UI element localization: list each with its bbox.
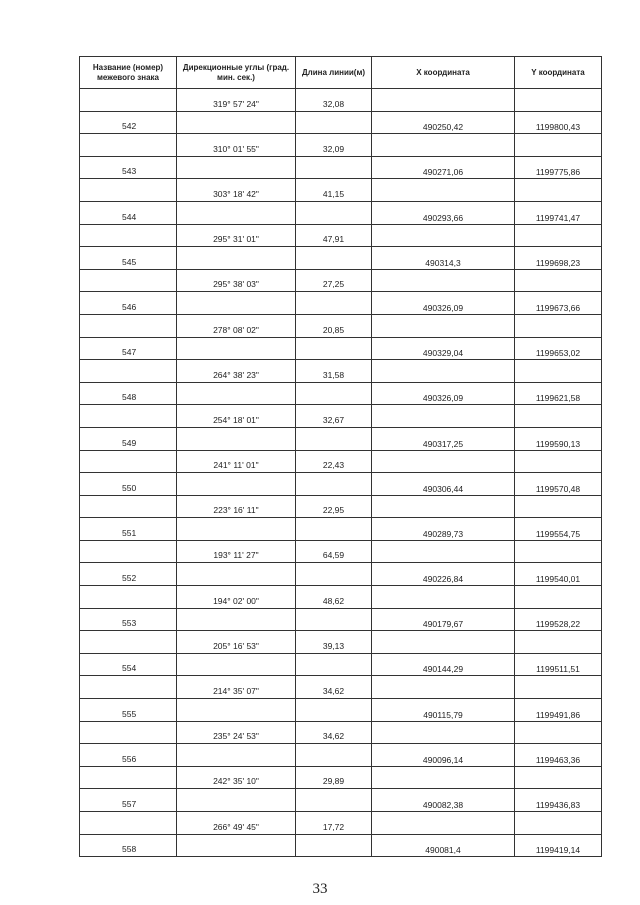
marker-name-cell: [80, 360, 177, 383]
marker-name-value: 549: [122, 437, 137, 448]
directional-angle-cell: [177, 360, 296, 383]
y-coordinate-value: 1199621,58: [535, 393, 581, 404]
y-coordinate-cell: [515, 608, 602, 631]
line-length-value: 39,13: [322, 640, 345, 651]
segment-row: [80, 676, 602, 699]
page-number: 33: [312, 881, 328, 897]
line-length-cell: [296, 156, 372, 179]
directional-angle-cell: [177, 156, 296, 179]
x-coordinate-cell: [372, 89, 515, 112]
y-coordinate-cell: [515, 134, 602, 157]
x-coordinate-cell: [372, 744, 515, 767]
segment-row: [80, 89, 602, 112]
line-length-cell: [296, 789, 372, 812]
marker-name-value: 545: [122, 256, 137, 267]
y-coordinate-value: 1199436,83: [535, 800, 581, 810]
table-body: [80, 89, 602, 857]
y-coordinate-value: 1199491,86: [535, 709, 581, 720]
y-coordinate-cell: [515, 744, 602, 767]
line-length-value: 41,15: [322, 188, 345, 199]
segment-row: [80, 495, 602, 518]
y-coordinate-cell: [515, 789, 602, 812]
marker-row: [80, 201, 602, 224]
x-coordinate-value: 490082,38: [422, 800, 464, 810]
y-coordinate-cell: [515, 721, 602, 744]
segment-row: [80, 360, 602, 383]
marker-name-value: 543: [122, 166, 137, 177]
directional-angle-cell: [177, 382, 296, 405]
directional-angle-cell: [177, 292, 296, 315]
header-row: [80, 57, 602, 89]
marker-name-cell: [80, 721, 177, 744]
segment-row: [80, 269, 602, 292]
directional-angle-cell: [177, 134, 296, 157]
directional-angle-cell: [177, 201, 296, 224]
x-coordinate-cell: [372, 405, 515, 428]
directional-angle-value: 194° 02' 00": [213, 595, 259, 606]
x-coordinate-cell: [372, 450, 515, 473]
line-length-cell: [296, 540, 372, 563]
segment-row: [80, 134, 602, 157]
line-length-value: 22,43: [322, 460, 345, 471]
header-x-coordinate: X координата: [372, 57, 515, 89]
directional-angle-cell: [177, 812, 296, 835]
directional-angle-value: 266° 49' 45": [213, 821, 259, 832]
line-length-value: 32,09: [322, 143, 345, 154]
line-length-cell: [296, 382, 372, 405]
directional-angle-cell: [177, 608, 296, 631]
y-coordinate-value: 1199463,36: [535, 754, 581, 765]
segment-row: [80, 179, 602, 202]
segment-row: [80, 450, 602, 473]
line-length-value: 34,62: [322, 686, 345, 697]
marker-name-cell: [80, 744, 177, 767]
x-coordinate-cell: [372, 337, 515, 360]
y-coordinate-cell: [515, 89, 602, 112]
marker-name-cell: [80, 586, 177, 609]
y-coordinate-cell: [515, 563, 602, 586]
x-coordinate-value: 490289,73: [422, 528, 464, 539]
y-coordinate-cell: [515, 653, 602, 676]
line-length-cell: [296, 834, 372, 857]
x-coordinate-value: 490081,4: [425, 845, 461, 856]
x-coordinate-cell: [372, 427, 515, 450]
directional-angle-value: 303° 18' 42": [213, 188, 259, 199]
line-length-cell: [296, 699, 372, 722]
x-coordinate-value: 490096,14: [422, 754, 464, 765]
directional-angle-cell: [177, 676, 296, 699]
x-coordinate-value: 490317,25: [422, 438, 464, 449]
directional-angle-cell: [177, 834, 296, 857]
directional-angle-value: 242° 35' 10": [213, 776, 259, 787]
marker-name-value: 548: [122, 392, 137, 403]
line-length-cell: [296, 427, 372, 450]
x-coordinate-value: 490226,84: [422, 574, 464, 585]
directional-angle-cell: [177, 518, 296, 541]
directional-angle-cell: [177, 111, 296, 134]
segment-row: [80, 540, 602, 563]
x-coordinate-value: 490329,04: [422, 348, 464, 359]
line-length-cell: [296, 201, 372, 224]
directional-angle-cell: [177, 337, 296, 360]
x-coordinate-value: 490314,3: [425, 257, 461, 268]
marker-name-cell: [80, 405, 177, 428]
line-length-cell: [296, 224, 372, 247]
x-coordinate-value: 490271,06: [422, 167, 464, 178]
y-coordinate-value: 1199800,43: [535, 122, 581, 133]
marker-name-cell: [80, 495, 177, 518]
line-length-cell: [296, 450, 372, 473]
directional-angle-value: 193° 11' 27": [213, 550, 259, 561]
directional-angle-value: 295° 38' 03": [213, 279, 259, 290]
x-coordinate-cell: [372, 699, 515, 722]
marker-row: [80, 247, 602, 270]
marker-name-cell: [80, 89, 177, 112]
marker-name-value: 556: [122, 753, 137, 764]
directional-angle-value: 264° 38' 23": [213, 369, 259, 380]
y-coordinate-value: 1199419,14: [535, 845, 581, 856]
marker-name-cell: [80, 337, 177, 360]
directional-angle-value: 214° 35' 07": [213, 686, 259, 697]
y-coordinate-value: 1199653,02: [535, 348, 581, 359]
directional-angle-cell: [177, 314, 296, 337]
line-length-cell: [296, 179, 372, 202]
line-length-cell: [296, 473, 372, 496]
directional-angle-cell: [177, 631, 296, 654]
marker-name-cell: [80, 111, 177, 134]
marker-name-value: 550: [122, 482, 137, 493]
directional-angle-cell: [177, 473, 296, 496]
x-coordinate-cell: [372, 224, 515, 247]
marker-row: [80, 292, 602, 315]
x-coordinate-cell: [372, 247, 515, 270]
y-coordinate-cell: [515, 518, 602, 541]
x-coordinate-cell: [372, 292, 515, 315]
marker-row: [80, 111, 602, 134]
marker-name-cell: [80, 608, 177, 631]
y-coordinate-value: 1199673,66: [535, 302, 581, 313]
y-coordinate-cell: [515, 834, 602, 857]
marker-name-value: 551: [122, 527, 137, 538]
marker-row: [80, 473, 602, 496]
marker-row: [80, 427, 602, 450]
line-length-cell: [296, 134, 372, 157]
header-y-coordinate: Y координата: [515, 57, 602, 89]
y-coordinate-cell: [515, 427, 602, 450]
marker-name-cell: [80, 699, 177, 722]
marker-name-value: 555: [122, 708, 137, 719]
directional-angle-cell: [177, 405, 296, 428]
line-length-value: 48,62: [322, 595, 345, 606]
line-length-cell: [296, 744, 372, 767]
segment-row: [80, 224, 602, 247]
y-coordinate-cell: [515, 812, 602, 835]
x-coordinate-value: 490293,66: [422, 212, 464, 223]
y-coordinate-value: 1199540,01: [535, 574, 581, 585]
line-length-cell: [296, 111, 372, 134]
marker-row: [80, 382, 602, 405]
x-coordinate-cell: [372, 495, 515, 518]
marker-row: [80, 789, 602, 812]
directional-angle-cell: [177, 653, 296, 676]
marker-row: [80, 834, 602, 857]
marker-name-value: 544: [122, 211, 137, 222]
line-length-cell: [296, 247, 372, 270]
x-coordinate-cell: [372, 382, 515, 405]
directional-angle-value: 223° 16' 11": [213, 505, 259, 516]
marker-name-cell: [80, 247, 177, 270]
y-coordinate-cell: [515, 676, 602, 699]
x-coordinate-cell: [372, 653, 515, 676]
line-length-cell: [296, 676, 372, 699]
directional-angle-cell: [177, 247, 296, 270]
marker-row: [80, 653, 602, 676]
directional-angle-cell: [177, 744, 296, 767]
marker-name-cell: [80, 427, 177, 450]
x-coordinate-cell: [372, 834, 515, 857]
directional-angle-cell: [177, 540, 296, 563]
directional-angle-cell: [177, 766, 296, 789]
x-coordinate-value: 490326,09: [422, 302, 464, 313]
y-coordinate-cell: [515, 473, 602, 496]
marker-row: [80, 337, 602, 360]
line-length-value: 20,85: [322, 324, 345, 335]
line-length-cell: [296, 518, 372, 541]
y-coordinate-value: 1199775,86: [535, 167, 581, 178]
marker-name-value: 552: [122, 573, 137, 584]
y-coordinate-value: 1199570,48: [535, 483, 581, 494]
marker-name-cell: [80, 518, 177, 541]
x-coordinate-cell: [372, 721, 515, 744]
y-coordinate-cell: [515, 224, 602, 247]
marker-name-cell: [80, 201, 177, 224]
y-coordinate-cell: [515, 405, 602, 428]
directional-angle-cell: [177, 427, 296, 450]
x-coordinate-cell: [372, 360, 515, 383]
line-length-cell: [296, 337, 372, 360]
line-length-value: 32,67: [322, 414, 345, 425]
x-coordinate-cell: [372, 314, 515, 337]
x-coordinate-cell: [372, 269, 515, 292]
x-coordinate-cell: [372, 676, 515, 699]
x-coordinate-cell: [372, 111, 515, 134]
marker-name-cell: [80, 269, 177, 292]
marker-row: [80, 563, 602, 586]
y-coordinate-cell: [515, 201, 602, 224]
marker-name-value: 557: [122, 799, 137, 809]
marker-name-cell: [80, 382, 177, 405]
line-length-cell: [296, 721, 372, 744]
y-coordinate-cell: [515, 586, 602, 609]
y-coordinate-cell: [515, 156, 602, 179]
line-length-value: 32,08: [322, 98, 345, 109]
x-coordinate-value: 490326,09: [422, 393, 464, 404]
marker-name-cell: [80, 450, 177, 473]
directional-angle-cell: [177, 563, 296, 586]
x-coordinate-cell: [372, 473, 515, 496]
x-coordinate-value: 490179,67: [422, 619, 464, 630]
directional-angle-value: 241° 11' 01": [213, 460, 259, 471]
marker-name-cell: [80, 812, 177, 835]
directional-angle-cell: [177, 89, 296, 112]
line-length-value: 22,95: [322, 505, 345, 516]
line-length-value: 34,62: [322, 731, 345, 742]
marker-name-cell: [80, 134, 177, 157]
segment-row: [80, 586, 602, 609]
line-length-cell: [296, 314, 372, 337]
marker-row: [80, 699, 602, 722]
marker-name-cell: [80, 224, 177, 247]
marker-name-cell: [80, 766, 177, 789]
x-coordinate-cell: [372, 586, 515, 609]
x-coordinate-value: 490306,44: [422, 483, 464, 494]
marker-name-value: 553: [122, 618, 137, 629]
segment-row: [80, 812, 602, 835]
segment-row: [80, 721, 602, 744]
line-length-cell: [296, 608, 372, 631]
x-coordinate-value: 490115,79: [423, 709, 463, 720]
marker-name-cell: [80, 789, 177, 812]
y-coordinate-cell: [515, 766, 602, 789]
y-coordinate-cell: [515, 360, 602, 383]
header-line-length: Длина линии(м): [296, 57, 372, 89]
line-length-value: 47,91: [322, 234, 345, 245]
y-coordinate-cell: [515, 111, 602, 134]
y-coordinate-cell: [515, 450, 602, 473]
marker-name-value: 547: [122, 347, 137, 358]
marker-name-cell: [80, 631, 177, 654]
x-coordinate-cell: [372, 766, 515, 789]
header-directional-angles: Дирекционные углы (град. мин. сек.): [177, 57, 296, 89]
line-length-cell: [296, 405, 372, 428]
directional-angle-cell: [177, 789, 296, 812]
marker-row: [80, 744, 602, 767]
line-length-cell: [296, 89, 372, 112]
x-coordinate-cell: [372, 156, 515, 179]
line-length-cell: [296, 653, 372, 676]
directional-angle-cell: [177, 224, 296, 247]
directional-angle-cell: [177, 450, 296, 473]
y-coordinate-value: 1199741,47: [535, 212, 581, 223]
directional-angle-cell: [177, 179, 296, 202]
line-length-cell: [296, 269, 372, 292]
marker-name-cell: [80, 156, 177, 179]
x-coordinate-cell: [372, 201, 515, 224]
marker-row: [80, 156, 602, 179]
directional-angle-cell: [177, 495, 296, 518]
directional-angle-value: 310° 01' 55": [213, 143, 259, 154]
x-coordinate-cell: [372, 134, 515, 157]
y-coordinate-cell: [515, 337, 602, 360]
marker-name-cell: [80, 563, 177, 586]
segment-row: [80, 766, 602, 789]
line-length-value: 27,25: [322, 279, 345, 290]
marker-name-cell: [80, 179, 177, 202]
y-coordinate-value: 1199554,75: [535, 528, 581, 539]
y-coordinate-cell: [515, 382, 602, 405]
x-coordinate-cell: [372, 608, 515, 631]
directional-angle-cell: [177, 586, 296, 609]
x-coordinate-cell: [372, 563, 515, 586]
y-coordinate-cell: [515, 247, 602, 270]
x-coordinate-cell: [372, 540, 515, 563]
directional-angle-value: 254° 18' 01": [213, 414, 259, 425]
y-coordinate-cell: [515, 314, 602, 337]
directional-angle-value: 295° 31' 01": [213, 234, 259, 245]
marker-name-value: 542: [122, 121, 137, 132]
y-coordinate-cell: [515, 292, 602, 315]
marker-name-value: 558: [122, 844, 137, 855]
x-coordinate-value: 490144,29: [422, 664, 464, 675]
y-coordinate-value: 1199511,51: [536, 664, 580, 675]
marker-name-cell: [80, 314, 177, 337]
line-length-value: 17,72: [322, 821, 345, 832]
y-coordinate-value: 1199528,22: [535, 619, 581, 630]
line-length-value: 29,89: [322, 776, 345, 787]
x-coordinate-cell: [372, 179, 515, 202]
line-length-value: 31,58: [322, 369, 345, 380]
line-length-cell: [296, 812, 372, 835]
x-coordinate-cell: [372, 789, 515, 812]
y-coordinate-cell: [515, 269, 602, 292]
directional-angle-value: 205° 16' 53": [213, 640, 259, 651]
x-coordinate-value: 490250,42: [422, 122, 464, 133]
segment-row: [80, 405, 602, 428]
x-coordinate-cell: [372, 518, 515, 541]
line-length-value: 64,59: [322, 550, 345, 561]
line-length-cell: [296, 563, 372, 586]
header-marker-name: Название (номер) межевого знака: [80, 57, 177, 89]
marker-name-cell: [80, 676, 177, 699]
line-length-cell: [296, 360, 372, 383]
marker-row: [80, 518, 602, 541]
x-coordinate-cell: [372, 812, 515, 835]
segment-row: [80, 314, 602, 337]
line-length-cell: [296, 586, 372, 609]
y-coordinate-cell: [515, 699, 602, 722]
marker-name-cell: [80, 540, 177, 563]
marker-name-cell: [80, 653, 177, 676]
table-header: [80, 57, 602, 89]
directional-angle-cell: [177, 269, 296, 292]
directional-angle-cell: [177, 721, 296, 744]
line-length-cell: [296, 292, 372, 315]
y-coordinate-value: 1199590,13: [535, 438, 581, 449]
segment-row: [80, 631, 602, 654]
directional-angle-value: 319° 57' 24": [213, 98, 259, 109]
y-coordinate-cell: [515, 179, 602, 202]
marker-row: [80, 608, 602, 631]
x-coordinate-cell: [372, 631, 515, 654]
line-length-cell: [296, 766, 372, 789]
y-coordinate-cell: [515, 631, 602, 654]
y-coordinate-value: 1199698,23: [535, 257, 581, 268]
marker-name-cell: [80, 834, 177, 857]
line-length-cell: [296, 495, 372, 518]
directional-angle-value: 235° 24' 53": [213, 731, 259, 742]
directional-angle-cell: [177, 699, 296, 722]
marker-name-value: 554: [122, 663, 137, 674]
line-length-cell: [296, 631, 372, 654]
y-coordinate-cell: [515, 495, 602, 518]
marker-name-cell: [80, 473, 177, 496]
y-coordinate-cell: [515, 540, 602, 563]
marker-name-cell: [80, 292, 177, 315]
boundary-markers-table: [79, 56, 602, 857]
marker-name-value: 546: [122, 301, 137, 312]
directional-angle-value: 278° 08' 02": [213, 324, 259, 335]
